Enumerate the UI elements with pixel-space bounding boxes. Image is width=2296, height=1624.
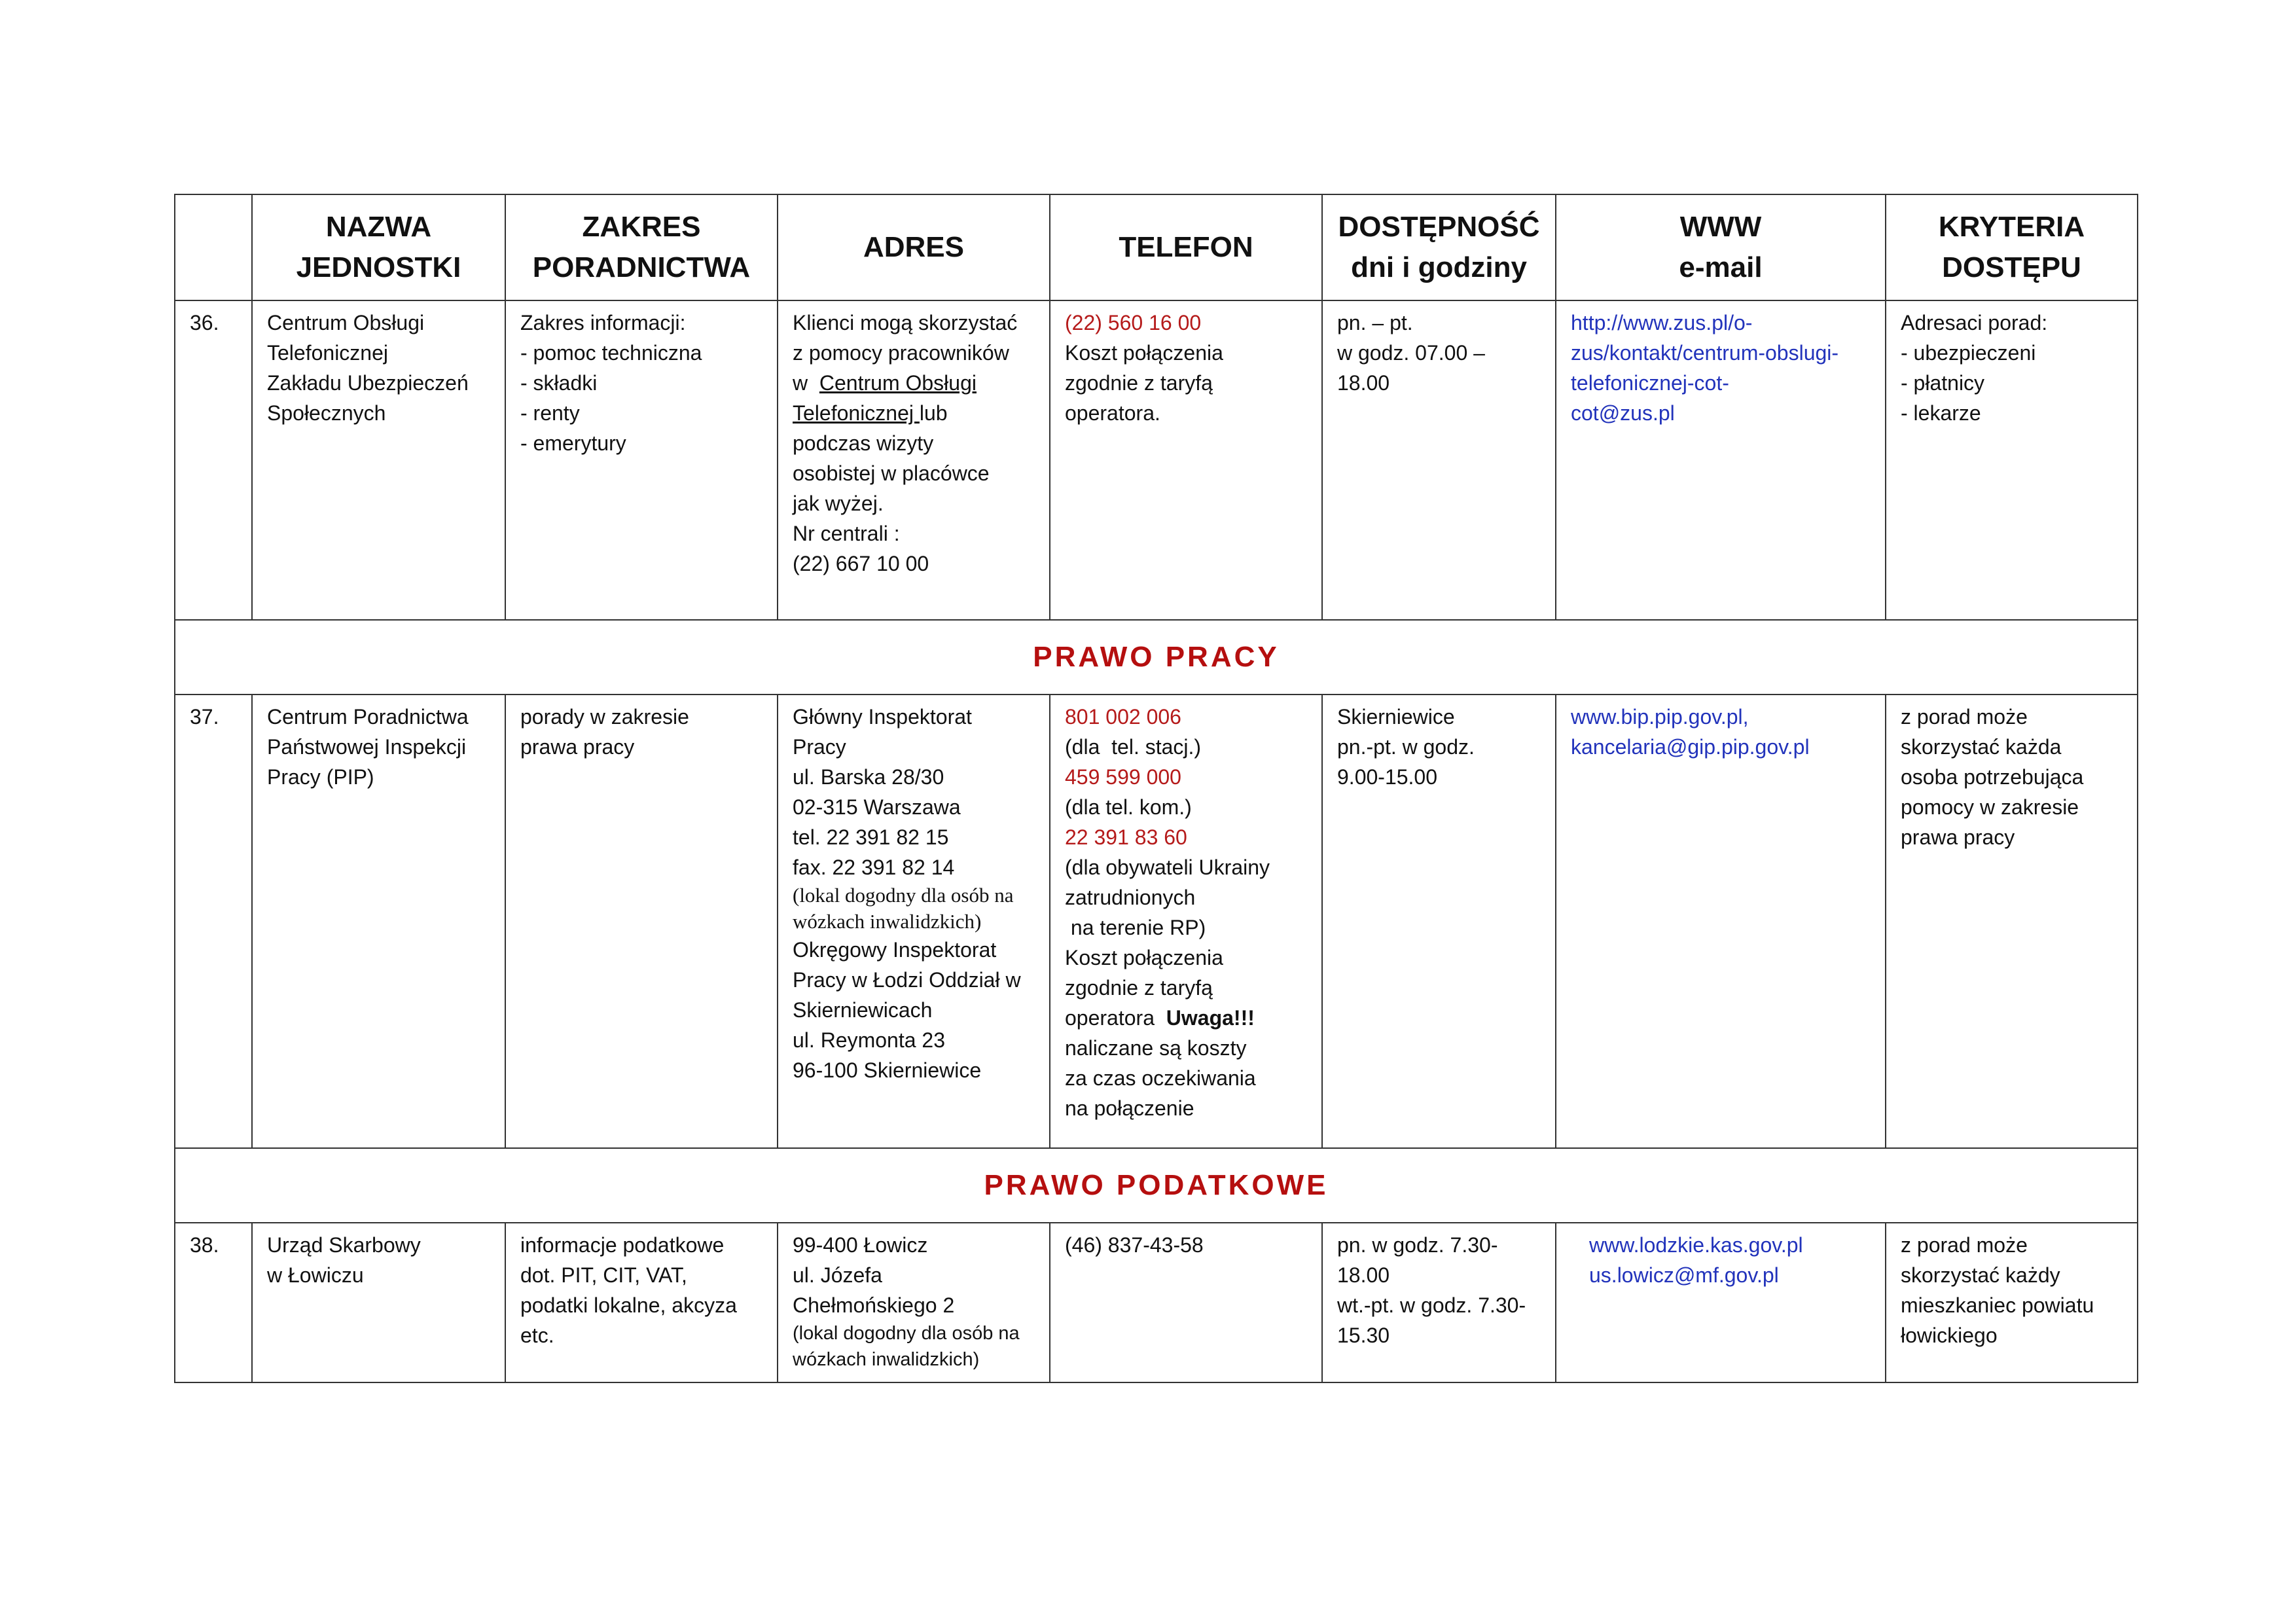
unit-name-cell: Centrum Poradnictwa Państwowej Inspekcji Pracy (PIP) [252, 695, 505, 1148]
cot-link[interactable]: Centrum Obsługi [819, 371, 977, 395]
header-nazwa-jednostki: NAZWA JEDNOSTKI [252, 194, 505, 300]
cot-link-continued[interactable]: Telefonicznej [793, 401, 920, 425]
criteria-cell: z porad może skorzystać każda osoba potrzebująca pomocy w zakresie prawa pracy [1886, 695, 2138, 1148]
accessibility-note: (lokal dogodny dla osób na [793, 1323, 1020, 1344]
criteria-cell: z porad może skorzystać każdy mieszkaniec powiatu łowickiego [1886, 1223, 2138, 1382]
unit-name-cell: Centrum Obsługi Telefonicznej Zakładu Ubezpieczeń Społecznych [252, 300, 505, 620]
zus-link[interactable]: http://www.zus.pl/o- [1571, 311, 1753, 334]
document-sheet [174, 194, 2137, 1383]
phone-number: 459 599 000 [1065, 765, 1181, 789]
header-www-email: WWW e-mail [1556, 194, 1886, 300]
pip-website-link[interactable]: www.bip.pip.gov.pl, [1571, 705, 1749, 729]
section-row-praca [175, 620, 2138, 695]
table-row-38 [175, 1223, 2138, 1382]
warning-label: Uwaga!!! [1166, 1006, 1255, 1030]
address-cell: Główny Inspektorat Pracy ul. Barska 28/30 02-315 Warszawa tel. 22 391 82 15 fax. 22 391 82 14 (lokal dogodny dla osób na wózkach inwalidzkich) Okręgowy Inspektorat Pracy w Łodzi Oddział w Skierniewicach ul. Reymonta 23 96-100 Skierniewice [778, 695, 1050, 1148]
www-cell [1556, 1223, 1886, 1382]
phone-number: (46) 837-43-58 [1065, 1233, 1204, 1257]
accessibility-note: wózkach inwalidzkich) [793, 1349, 980, 1370]
header-kryteria-dostepu: KRYTERIA DOSTĘPU [1886, 194, 2138, 300]
availability-cell: pn. – pt. w godz. 07.00 – 18.00 [1322, 300, 1556, 620]
phone-number: 22 391 83 60 [1065, 825, 1187, 849]
header-dostepnosc: DOSTĘPNOŚĆ dni i godziny [1322, 194, 1556, 300]
us-email-link[interactable]: us.lowicz@mf.gov.pl [1589, 1263, 1779, 1287]
criteria-cell: Adresaci porad: - ubezpieczeni - płatnicy - lekarze [1886, 300, 2138, 620]
row-number: 37. [175, 695, 252, 1148]
section-title: PRAWO PRACY [175, 620, 2138, 695]
section-title: PRAWO PODATKOWE [175, 1148, 2138, 1223]
header-adres: ADRES [778, 194, 1050, 300]
directory-table [174, 194, 2138, 1383]
kas-website-link[interactable]: www.lodzkie.kas.gov.pl [1589, 1233, 1803, 1257]
www-cell [1556, 300, 1886, 620]
table-row-36 [175, 300, 2138, 620]
zus-link-continued[interactable]: telefonicznej-cot- [1571, 371, 1729, 395]
www-cell [1556, 695, 1886, 1148]
address-cell: Klienci mogą skorzystać z pomocy pracowników w Centrum Obsługi Telefonicznej lub podczas wizyty osobistej w placówce jak wyżej. Nr centrali : (22) 667 10 00 [778, 300, 1050, 620]
zus-link-continued[interactable]: zus/kontakt/centrum-obslugi- [1571, 341, 1839, 365]
phone-number: 801 002 006 [1065, 705, 1181, 729]
phone-cell: 801 002 006 (dla tel. stacj.) 459 599 000 (dla tel. kom.) 22 391 83 60 (dla obywateli Ukrainy zatrudnionych na terenie RP) Koszt połączenia zgodnie z taryfą operatora Uwaga!!! naliczane są koszty za czas oczekiwania na połączenie [1050, 695, 1322, 1148]
scope-cell: porady w zakresie prawa pracy [505, 695, 778, 1148]
header-zakres-poradnictwa: ZAKRES PORADNICTWA [505, 194, 778, 300]
phone-cell [1050, 1223, 1322, 1382]
availability-cell: pn. w godz. 7.30- 18.00 wt.-pt. w godz. 7.30- 15.30 [1322, 1223, 1556, 1382]
phone-number: (22) 560 16 00 [1065, 311, 1202, 334]
scope-cell: informacje podatkowe dot. PIT, CIT, VAT, podatki lokalne, akcyza etc. [505, 1223, 778, 1382]
address-cell: 99-400 Łowicz ul. Józefa Chełmońskiego 2 (lokal dogodny dla osób na wózkach inwalidzkich) [778, 1223, 1050, 1382]
zus-link-continued[interactable]: cot@zus.pl [1571, 401, 1675, 425]
header-telefon: TELEFON [1050, 194, 1322, 300]
header-nr [175, 194, 252, 300]
row-number: 36. [175, 300, 252, 620]
scope-cell: Zakres informacji: - pomoc techniczna - składki - renty - emerytury [505, 300, 778, 620]
accessibility-note: (lokal dogodny dla osób na [793, 884, 1014, 907]
availability-cell: Skierniewice pn.-pt. w godz. 9.00-15.00 [1322, 695, 1556, 1148]
section-row-podatki [175, 1148, 2138, 1223]
accessibility-note: wózkach inwalidzkich) [793, 910, 982, 933]
phone-cell: (22) 560 16 00 Koszt połączenia zgodnie z taryfą operatora. [1050, 300, 1322, 620]
table-row-37 [175, 695, 2138, 1148]
unit-name-cell: Urząd Skarbowy w Łowiczu [252, 1223, 505, 1382]
pip-email-link[interactable]: kancelaria@gip.pip.gov.pl [1571, 735, 1810, 759]
row-number: 38. [175, 1223, 252, 1382]
header-row [175, 194, 2138, 300]
